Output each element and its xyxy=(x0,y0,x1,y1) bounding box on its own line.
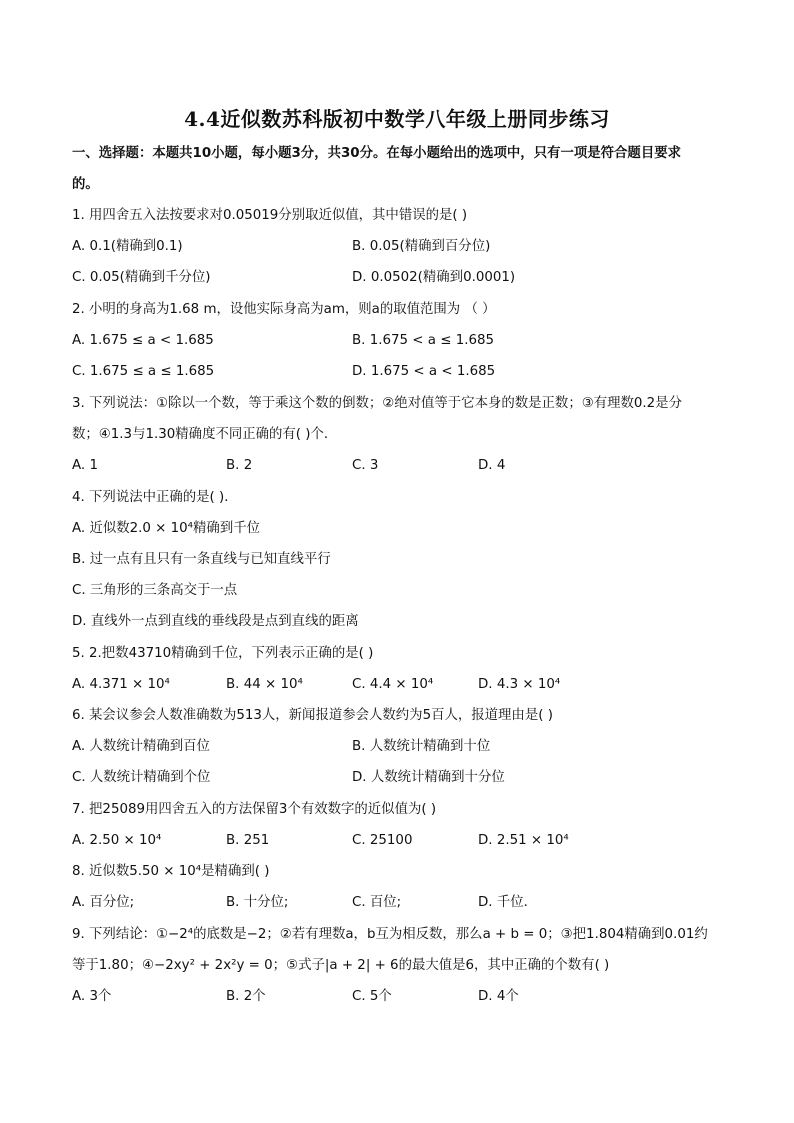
question-1-option-d: D. 0.0502(精确到0.0001) xyxy=(352,270,516,285)
question-4-stem: 4. 下列说法中正确的是( )． xyxy=(72,490,238,505)
question-8-option-d: D. 千位． xyxy=(478,895,537,910)
question-4-option-b: B. 过一点有且只有一条直线与已知直线平行 xyxy=(72,552,331,567)
question-3-option-c: C. 3 xyxy=(352,458,379,473)
question-3-stem-line-2: 数；④1.3与1.30精确度不同正确的有( )个． xyxy=(72,427,338,442)
question-5-option-b: B. 44 × 10⁴ xyxy=(226,677,303,692)
page-title: 4.4近似数苏科版初中数学八年级上册同步练习 xyxy=(184,107,610,131)
question-5-option-c: C. 4.4 × 10⁴ xyxy=(352,677,434,692)
question-4-option-a: A. 近似数2.0 × 10⁴精确到千位 xyxy=(72,521,260,536)
question-7-stem: 7. 把25089用四舍五入的方法保留3个有效数字的近似值为( ) xyxy=(72,802,437,817)
question-2-option-a: A. 1.675 ≤ a < 1.685 xyxy=(72,333,214,348)
question-7-option-a: A. 2.50 × 10⁴ xyxy=(72,833,162,848)
question-2-option-b: B. 1.675 < a ≤ 1.685 xyxy=(352,333,495,348)
question-7-option-b: B. 251 xyxy=(226,833,270,848)
question-6-option-b: B. 人数统计精确到十位 xyxy=(352,739,491,754)
question-1-option-b: B. 0.05(精确到百分位) xyxy=(352,239,491,254)
question-5-option-a: A. 4.371 × 10⁴ xyxy=(72,677,170,692)
question-4-option-c: C. 三角形的三条高交于一点 xyxy=(72,583,238,598)
question-5-stem: 5. 2.把数43710精确到千位，下列表示正确的是( ) xyxy=(72,646,374,661)
question-1-stem: 1. 用四舍五入法按要求对0.05019分别取近似值，其中错误的是( ) xyxy=(72,208,468,223)
section-heading-line-2: 的。 xyxy=(72,177,99,192)
question-9-option-c: C. 5个 xyxy=(352,989,392,1004)
question-4-option-d: D. 直线外一点到直线的垂线段是点到直线的距离 xyxy=(72,614,359,629)
question-1-option-c: C. 0.05(精确到千分位) xyxy=(72,270,211,285)
question-6-option-c: C. 人数统计精确到个位 xyxy=(72,770,211,785)
question-5-option-d: D. 4.3 × 10⁴ xyxy=(478,677,561,692)
question-2-option-c: C. 1.675 ≤ a ≤ 1.685 xyxy=(72,364,215,379)
question-3-stem-line-1: 3. 下列说法：①除以一个数，等于乘这个数的倒数；②绝对值等于它本身的数是正数；③有理数0.2是分 xyxy=(72,396,682,411)
question-9-option-d: D. 4个 xyxy=(478,989,519,1004)
question-8-stem: 8. 近似数5.50 × 10⁴是精确到( ) xyxy=(72,864,270,879)
question-6-option-d: D. 人数统计精确到十分位 xyxy=(352,770,505,785)
question-9-stem-line-1: 9. 下列结论：①−2⁴的底数是−2；②若有理数a，b互为相反数，那么a + b = 0；③把1.804精确到0.01约 xyxy=(72,927,708,942)
question-8-option-a: A. 百分位; xyxy=(72,895,135,910)
question-9-option-b: B. 2个 xyxy=(226,989,266,1004)
question-1-option-a: A. 0.1(精确到0.1) xyxy=(72,239,183,254)
question-9-stem-line-2: 等于1.80；④−2xy² + 2x²y = 0；⑤式子|a + 2| + 6的最大值是6，其中正确的个数有( ) xyxy=(72,958,610,973)
question-7-option-d: D. 2.51 × 10⁴ xyxy=(478,833,569,848)
question-3-option-a: A. 1 xyxy=(72,458,98,473)
question-6-stem: 6. 某会议参会人数准确数为513人，新闻报道参会人数约为5百人，报道理由是( ) xyxy=(72,708,553,723)
question-8-option-c: C. 百位; xyxy=(352,895,402,910)
question-2-option-d: D. 1.675 < a < 1.685 xyxy=(352,364,496,379)
question-8-option-b: B. 十分位; xyxy=(226,895,289,910)
question-7-option-c: C. 25100 xyxy=(352,833,413,848)
question-6-option-a: A. 人数统计精确到百位 xyxy=(72,739,210,754)
question-3-option-b: B. 2 xyxy=(226,458,253,473)
section-heading-line-1: 一、选择题：本题共10小题，每小题3分，共30分。在每小题给出的选项中，只有一项是符合题目要求 xyxy=(72,146,681,161)
question-3-option-d: D. 4 xyxy=(478,458,506,473)
question-9-option-a: A. 3个 xyxy=(72,989,112,1004)
question-2-stem: 2. 小明的身高为1.68 m，设他实际身高为am，则a的取值范围为 （ ） xyxy=(72,302,496,317)
